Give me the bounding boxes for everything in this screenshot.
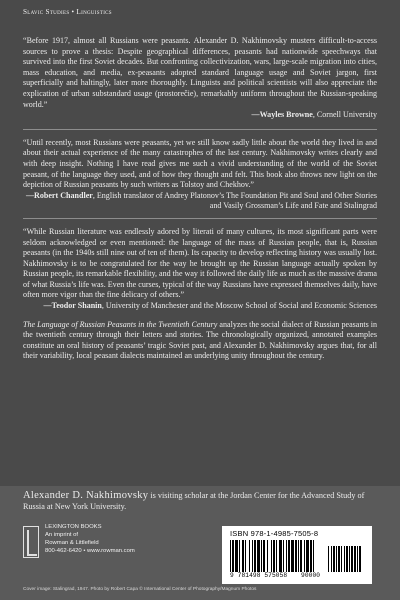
publisher-name: LEXINGTON BOOKS — [45, 524, 102, 530]
publisher-block — [23, 523, 163, 575]
barcode-digits — [230, 572, 320, 579]
book-description — [0, 320, 400, 362]
quote-author: —Teodor Shanin — [43, 301, 102, 311]
quote-attribution — [23, 301, 377, 312]
author-name: Alexander D. Nakhimovsky — [23, 490, 149, 501]
description-text: analyzes the social dialect of Russian peasants in the twentieth century through their letters and stories. The chronologically organized, annotated examples constitute an oral history of peasants’ tragic Soviet past, and Alexander D. Nakhimovsky argues that, for all their variability, local peasant dialects maintained an underlying unity throughout the century. — [23, 319, 378, 361]
book-title: The Language of Russian Peasants in the Twentieth Century — [23, 319, 218, 329]
quote-text: “Before 1917, almost all Russians were peasants. Alexander D. Nakhimovsky musters difficult-to-access sources to prove a thesis: Despite geographical differences, peasants had nationwide speechways that survived into the first Soviet decades. But confronting collectivization, wars, large-scale migration into cities, mass education, and media, ex-peasants adopted standard language usage and Soviet jargon, first superficially and haltingly, later more thoroughly. Linguists and political scientists will also appreciate the explication of urban substandard usage (prostorečie), remarkably uniform throughout the Russian-speaking world.” — [23, 36, 377, 109]
barcode-box — [222, 526, 372, 584]
barcode-price: 90000 — [301, 572, 321, 579]
quote-attribution — [23, 110, 377, 121]
barcode-icon — [230, 540, 364, 572]
quote-affiliation: , University of Manchester and the Moscow School of Social and Economic Sciences — [101, 301, 377, 311]
bottom-band — [0, 486, 400, 600]
quote-author: —Wayles Browne — [251, 110, 313, 120]
quote-author: —Robert Chandler — [26, 190, 93, 200]
blurb-3 — [0, 227, 400, 312]
isbn: ISBN 978-1-4985-7505-8 — [230, 529, 319, 538]
quote-affiliation: , Cornell University — [312, 110, 377, 120]
blurb-2 — [0, 138, 400, 212]
author-bio-text: is visiting scholar at the Jordan Center for the Advanced Study of Russia at New York University. — [23, 491, 365, 511]
blurb-1 — [0, 36, 400, 121]
quote-attribution — [23, 191, 377, 212]
publisher-line2: Rowman & Littlefield — [45, 539, 99, 546]
quote-text: “While Russian literature was endlessly adored by literati of many cultures, its most significant parts were seldom acknowledged or even mentioned: the language of the mass of Russian people, that is, Russian peasants (in the 1940s still nine out of ten of them). Its capacity to develop reflecting history was usually lost. Nakhimovsky is to be congratulated for the way he brought up the Russian language actually spoken by Russian people, its remarkable flexibility, and the way it followed the daily life as much as the massive drama of what Russia’s life was. Even the curses, typical of the way Russians have expressed themselves daily, have often more vigor than the fine delicacy of others.” — [23, 226, 377, 300]
quote-text: “Until recently, most Russians were peasants, yet we still know sadly little about the world they lived in and about their actual experience of the many catastrophes of the last century. Nakhimovsky writes clearly and with deep insight. Nothing I have read gives me such a vivid understanding of the world of the Soviet peasant, of the language they used, and of how they thought and felt. This book also throws new light on the depiction of Russian peasants by such writers as Tolstoy and Chekhov.” — [23, 137, 377, 190]
publisher-contact: 800-462-6420 • www.rowman.com — [45, 547, 135, 554]
publisher-line1: An imprint of — [45, 531, 79, 538]
series-label: Slavic Studies • Linguistics — [23, 8, 112, 16]
divider — [23, 218, 377, 219]
barcode-number: 9 781498 575058 — [230, 572, 288, 579]
author-bio — [23, 491, 377, 512]
divider — [23, 129, 377, 130]
cover-credit: Cover image: Stalingrad, 1947. Photo by Robert Capa © International Center of Photography/Magnum Photos — [23, 587, 257, 592]
lexington-logo-icon — [23, 526, 39, 558]
quote-affiliation: , English translator of Andrey Platonov’s The Foundation Pit and Soul and Other Stories and Vasily Grossman’s Life and Fate and Stalingrad — [92, 190, 377, 211]
back-cover-text — [0, 28, 400, 362]
